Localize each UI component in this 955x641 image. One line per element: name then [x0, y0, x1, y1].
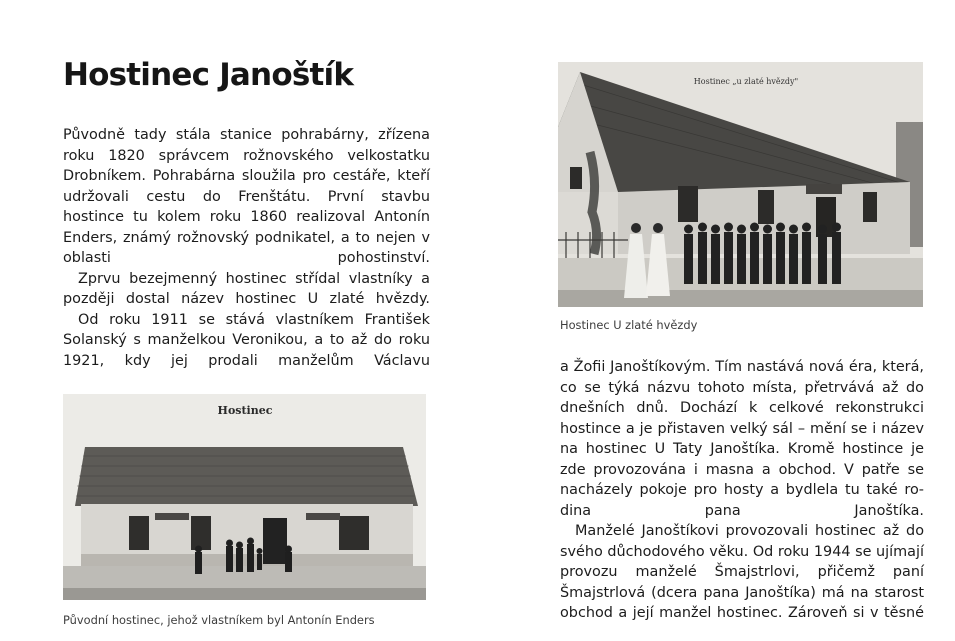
paragraph: Zprvu bezejmenný hostinec střídal vlastníky a později dostal název hostinec U zlaté hvězdy. — [63, 270, 430, 307]
paragraph: Původně tady stála stanice pohrabárny, zřízena roku 1820 správcem rožnovského velkostatku Drobníkem. Pohrabárna sloužila pro cestáře, kteří udržovali cestu do Frenštátu. První stavbu hostince tu kolem roku 1860 realizoval Antonín Enders, známý rožnovský podnikatel, a to nejen v oblasti pohostinství. — [63, 127, 430, 266]
photo-golden-star-image — [558, 62, 923, 307]
paragraph: a Žofii Janoštíkovým. Tím nastává nová éra, která, co se týká názvu tohoto místa, přetrvává až do dnešních dnů. Dochází k celkové rekonstrukci hostince a je přistaven velký sál – mění se i název na hostinec U Taty Janoštíka. Kromě hostince je zde provozována i masna a obchod. V patře se nacházely pokoje pro hosty a bydlela tu také rodina pana Janoštíka. — [560, 359, 924, 519]
photo-original-inn-image — [63, 394, 426, 600]
right-text-column — [560, 357, 924, 624]
paragraph: Od roku 1911 se stává vlastníkem František Solanský s manželkou Veronikou, a to až do roku 1921, kdy jej prodali manželům Václavu — [63, 311, 430, 369]
photo-original-inn — [63, 394, 426, 600]
photo-caption: Původní hostinec, jehož vlastníkem byl Antonín Enders — [63, 613, 375, 627]
photo-printed-label: Hostinec „u zlaté hvězdy" — [693, 77, 799, 86]
photo-caption: Hostinec U zlaté hvězdy — [560, 318, 698, 332]
page-title: Hostinec Janoštík — [63, 57, 354, 93]
left-text-column — [63, 125, 430, 371]
photo-printed-label: Hostinec — [217, 404, 273, 417]
paragraph: Manželé Janoštíkovi provozovali hostinec až do svého důchodového věku. Od roku 1944 se ujímají provozu manželé Šmajstrlovi, přičemž paní Šmajstrlová (dcera pana Janoštíka) má na starost obchod a její manžel hostinec. Zároveň si v těsné — [560, 523, 924, 621]
photo-golden-star-inn — [558, 62, 923, 307]
